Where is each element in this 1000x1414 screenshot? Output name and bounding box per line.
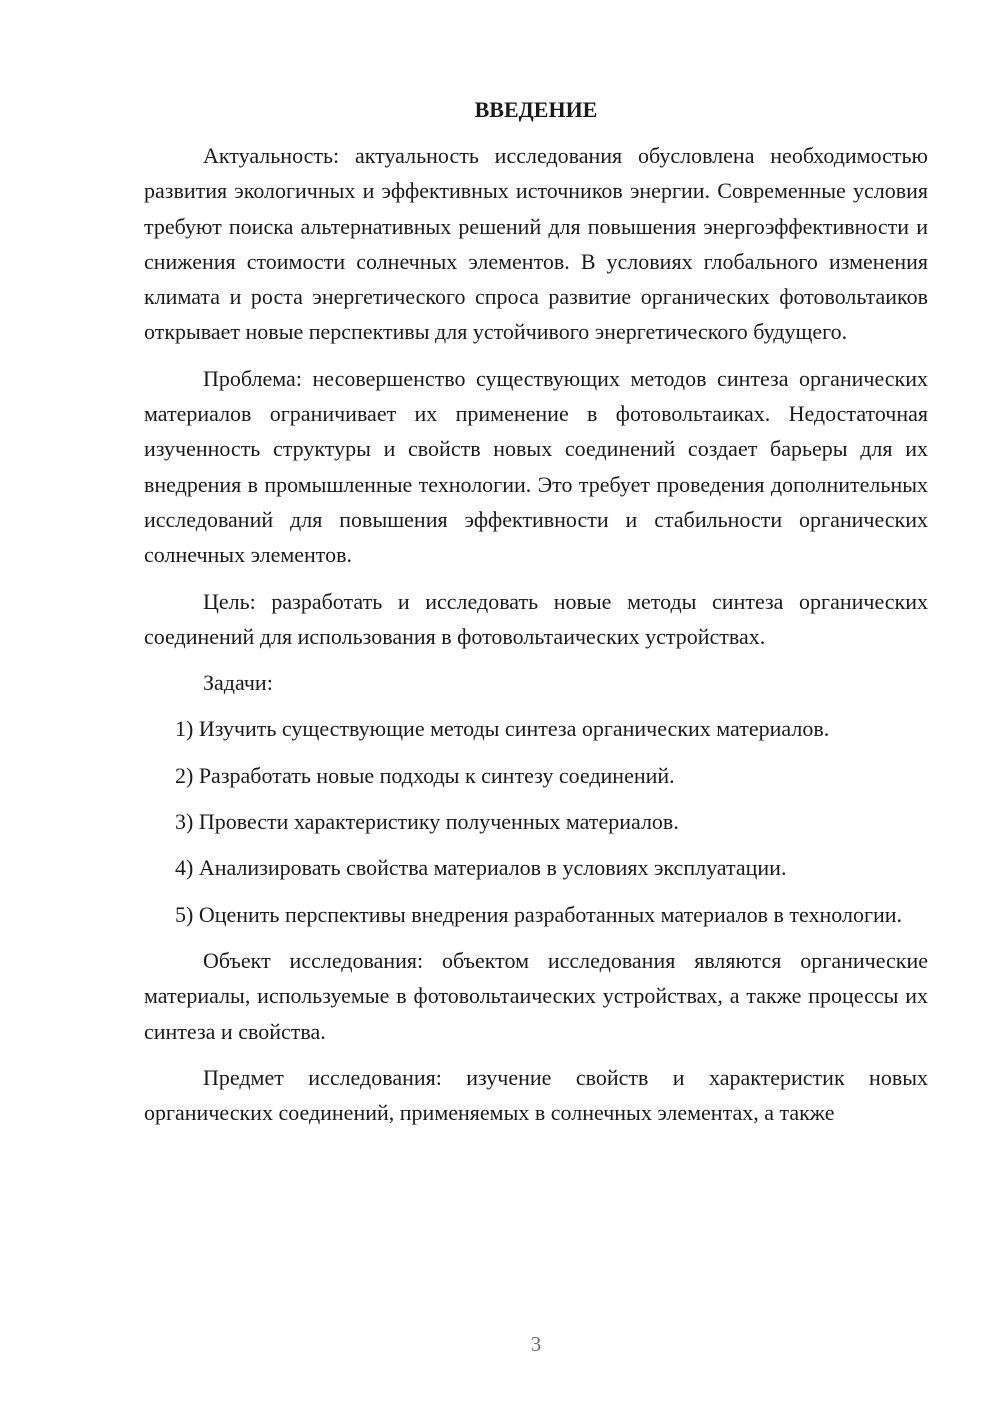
paragraph-problem: Проблема: несовершенство существующих методов синтеза органических материалов ограничивает их применение в фотовольтаиках. Недостаточная изученность структуры и свойств новых соединений создает барьеры для их внедрения в промышленные технологии. Это требует проведения дополнительных исследований для повышения эффективности и стабильности органических солнечных элементов. xyxy=(144,365,928,568)
page-number: 3 xyxy=(530,1332,542,1356)
paragraph-relevance: Актуальность: актуальность исследования обусловлена необходимостью развития экологичных и эффективных источников энергии. Современные условия требуют поиска альтернативных решений для повышения энергоэффективности и снижения стоимости солнечных элементов. В условиях глобального изменения климата и роста энергетического спроса развитие органических фотовольтаиков открывает новые перспективы для устойчивого энергетического будущего. xyxy=(144,143,928,345)
paragraph-subject: Предмет исследования: изучение свойств и характеристик новых органических соединений, применяемых в солнечных элементах, а также xyxy=(144,1064,928,1126)
task-item-4: 4) Анализировать свойства материалов в условиях эксплуатации. xyxy=(175,855,787,881)
section-heading: ВВЕДЕНИЕ xyxy=(474,97,598,122)
tasks-label: Задачи: xyxy=(203,670,273,696)
paragraph-goal: Цель: разработать и исследовать новые методы синтеза органических соединений для использования в фотовольтаических устройствах. xyxy=(144,588,928,649)
task-item-2: 2) Разработать новые подходы к синтезу соединений. xyxy=(175,762,675,788)
task-item-5: 5) Оценить перспективы внедрения разработанных материалов в технологии. xyxy=(175,901,903,927)
paragraph-object: Объект исследования: объектом исследования являются органические материалы, используемые в фотовольтаических устройствах, а также процессы их синтеза и свойства. xyxy=(144,947,928,1044)
task-item-3: 3) Провести характеристику полученных материалов. xyxy=(175,809,679,835)
page-content xyxy=(144,92,928,1141)
task-item-1: 1) Изучить существующие методы синтеза органических материалов. xyxy=(175,716,830,742)
